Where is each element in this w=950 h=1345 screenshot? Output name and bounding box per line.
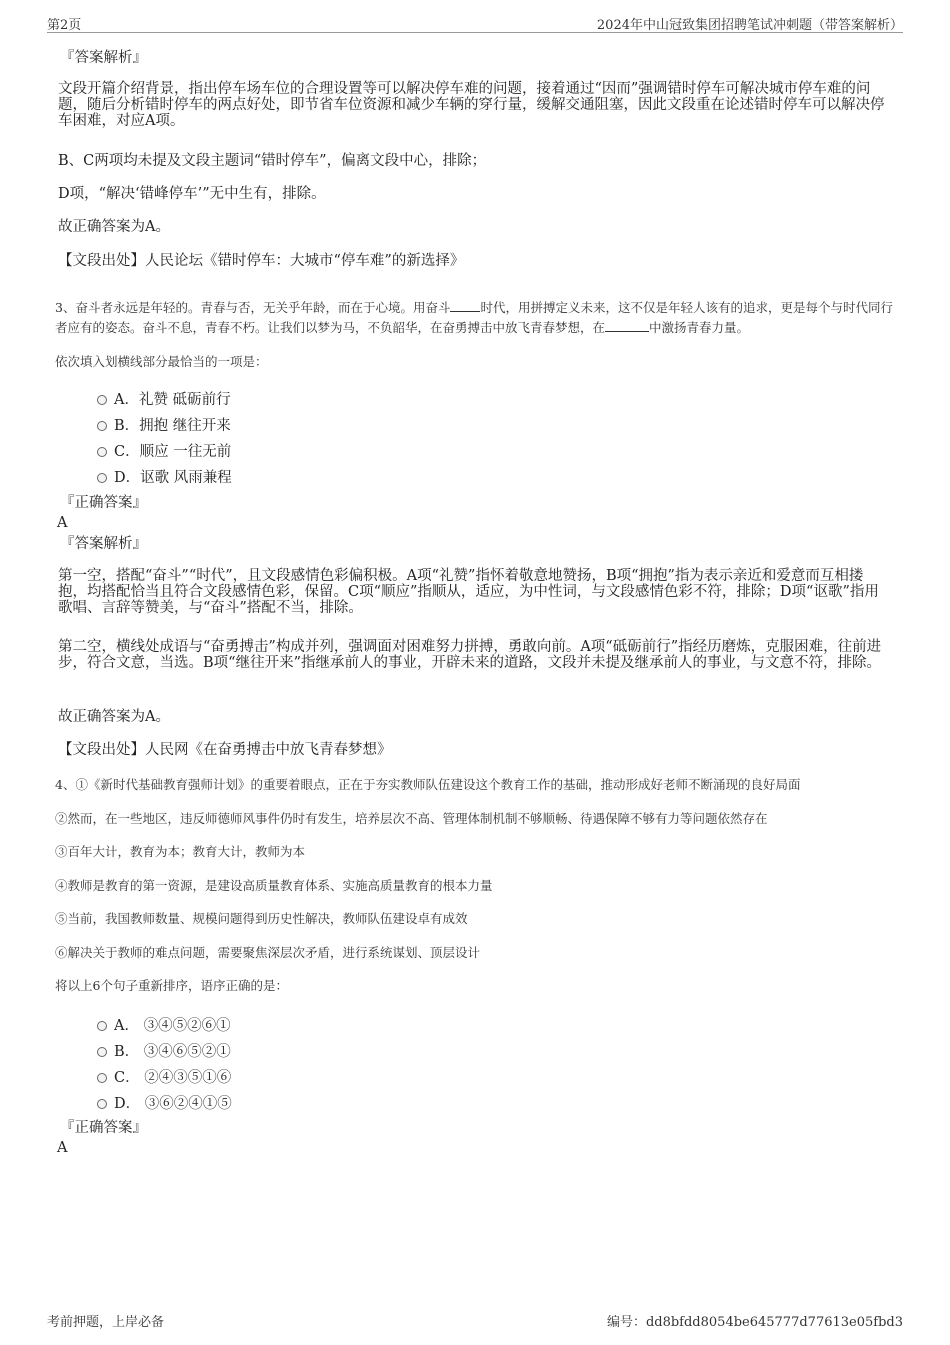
radio-icon[interactable] (97, 473, 107, 483)
page-number: 第2页 (47, 18, 82, 33)
radio-icon[interactable] (97, 447, 107, 457)
q3-answer: A (57, 515, 68, 531)
q3-answer-title: 『正确答案』 (60, 495, 147, 511)
page-header (47, 12, 903, 33)
q3-option-d[interactable]: D．讴歌 风雨兼程 (97, 466, 232, 486)
q4-sentence-2: ②然而，在一些地区，违反师德师风事件仍时有发生，培养层次不高、管理体制机制不够顺畅、待遇保障不够有力等问题依然存在 (55, 811, 768, 826)
q4-answer: A (57, 1140, 68, 1156)
radio-icon[interactable] (97, 1047, 107, 1057)
q3-prompt: 依次填入划横线部分最恰当的一项是： (55, 354, 268, 369)
q4-option-b[interactable]: B． ③④⑥⑤②① (97, 1040, 231, 1060)
q4-option-a[interactable]: A． ③④⑤②⑥① (97, 1014, 231, 1034)
q2-analysis-p3: D项，“解决‘错峰停车’”无中生有，排除。 (58, 186, 326, 202)
footer-slogan: 考前押题，上岸必备 (47, 1315, 165, 1330)
q4-sentence-5: ⑤当前，我国教师数量、规模问题得到历史性解决，教师队伍建设卓有成效 (55, 911, 468, 926)
q2-analysis-title: 『答案解析』 (60, 50, 147, 66)
q2-analysis-p4: 故正确答案为A。 (58, 219, 170, 235)
q4-sentence-3: ③百年大计，教育为本；教育大计，教师为本 (55, 844, 306, 859)
q2-analysis-p1: 文段开篇介绍背景，指出停车场车位的合理设置等可以解决停车难的问题，接着通过“因而”强调错时停车可解决城市停车难的问题，随后分析错时停车的两点好处，即节省车位资源和减少车辆的穿行量，缓解交通阻塞，因此文段重在论述错时停车可以解决停车困难，对应A项。 (58, 81, 885, 129)
radio-icon[interactable] (97, 395, 107, 405)
q4-option-c[interactable]: C． ②④③⑤①⑥ (97, 1066, 231, 1086)
q4-option-d[interactable]: D． ③⑥②④①⑤ (97, 1092, 232, 1112)
radio-icon[interactable] (97, 421, 107, 431)
radio-icon[interactable] (97, 1021, 107, 1031)
q3-stem: 3、奋斗者永远是年轻的。青春与否，无关乎年龄，而在于心境。用奋斗 时代，用拼搏定义未来，这不仅是年轻人该有的追求，更是每个与时代同行者应有的姿态。奋斗不息，青春不朽。让我们以梦为马，不负韶华，在奋勇搏击中放飞青春梦想，在 中激扬青春力量。 (55, 300, 893, 335)
q4-answer-title: 『正确答案』 (60, 1120, 147, 1136)
q4-sentence-6: ⑥解决关于教师的难点问题，需要聚焦深层次矛盾，进行系统谋划、顶层设计 (55, 945, 481, 960)
q3-blank-2 (605, 319, 649, 332)
q4-prompt: 将以上6个句子重新排序，语序正确的是： (55, 978, 288, 993)
q4-sentence-1: 4、①《新时代基础教育强师计划》的重要着眼点，正在于夯实教师队伍建设这个教育工作的基础，推动形成好老师不断涌现的良好局面 (55, 777, 801, 792)
radio-icon[interactable] (97, 1073, 107, 1083)
q4-sentence-4: ④教师是教育的第一资源，是建设高质量教育体系、实施高质量教育的根本力量 (55, 878, 493, 893)
q3-blank-1 (450, 299, 480, 312)
q3-option-c[interactable]: C．顺应 一往无前 (97, 440, 231, 460)
document-id: 编号：dd8bfdd8054be645777d77613e05fbd3 (606, 1315, 903, 1330)
document-title: 2024年中山冠致集团招聘笔试冲刺题（带答案解析） (596, 18, 903, 33)
radio-icon[interactable] (97, 1099, 107, 1109)
q3-option-b[interactable]: B．拥抱 继往开来 (97, 414, 231, 434)
q3-source: 【文段出处】人民网《在奋勇搏击中放飞青春梦想》 (58, 742, 392, 758)
q3-analysis-p2: 第二空，横线处成语与“奋勇搏击”构成并列，强调面对困难努力拼搏，勇敢向前。A项“砥砺前行”指经历磨炼，克服困难，往前进步，符合文意，当选。B项“继往开来”指继承前人的事业，开辟未来的道路，文段并未提及继承前人的事业，与文意不符，排除。 (58, 639, 882, 671)
q3-analysis-p3: 故正确答案为A。 (58, 709, 170, 725)
q3-analysis-title: 『答案解析』 (60, 536, 147, 552)
q2-source: 【文段出处】人民论坛《错时停车：大城市“停车难”的新选择》 (58, 253, 465, 269)
q3-analysis-p1: 第一空，搭配“奋斗”“时代”，且文段感情色彩偏积极。A项“礼赞”指怀着敬意地赞扬，B项“拥抱”指为表示亲近和爱意而互相搂抱，均搭配恰当且符合文段感情色彩，保留。C项“顺应”指顺从，适应，为中性词，与文段感情色彩不符，排除；D项“讴歌”指用歌唱、言辞等赞美，与“奋斗”搭配不当，排除。 (58, 568, 879, 616)
q3-option-a[interactable]: A．礼赞 砥砺前行 (97, 388, 231, 408)
q2-analysis-p2: B、C两项均未提及文段主题词“错时停车”，偏离文段中心，排除； (58, 153, 487, 169)
